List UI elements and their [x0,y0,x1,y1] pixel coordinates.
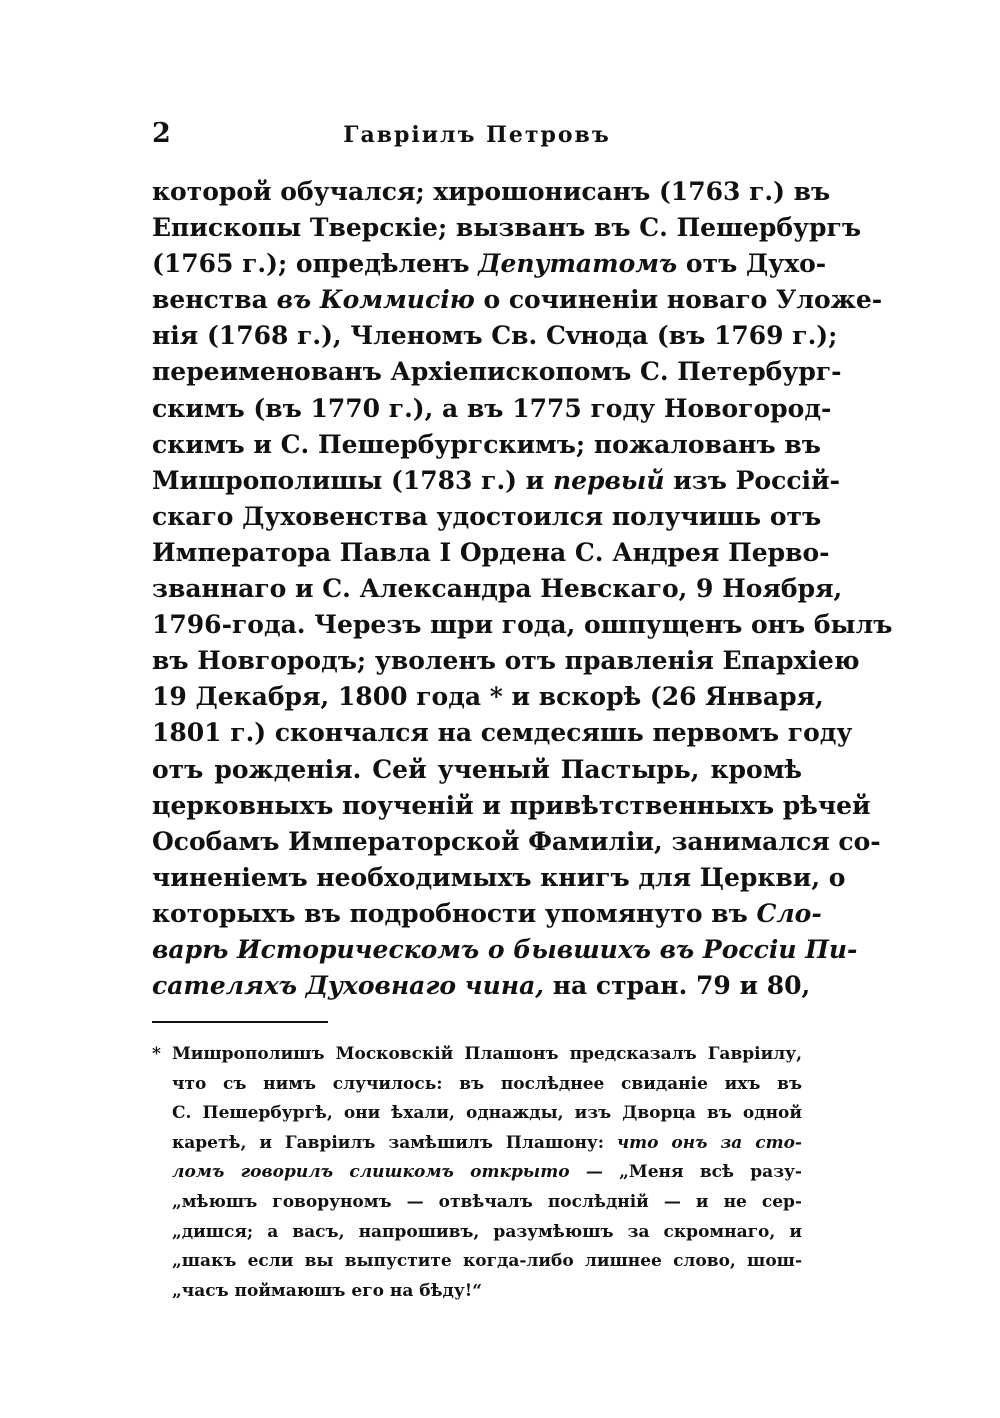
italic-text: сателяхъ Духовнаго чина, [152,971,544,1001]
text-run: венства [152,285,277,315]
text-run: 19 Декабря, 1800 года * и вскорѣ (26 Января, [152,682,824,712]
text-run: Особамъ Императорской Фамилiи, занимался со- [152,826,881,856]
text-run: „шакъ если вы выпустите когда-либо лишнее слово, шош- [172,1251,802,1272]
running-title: Гаврiилъ Петровъ [343,122,611,148]
text-run: каретѣ, и Гаврiилъ замѣшилъ Плашону: [172,1132,617,1153]
text-line [152,210,861,246]
text-line [152,354,842,390]
text-line [152,499,822,535]
text-line [152,968,811,1004]
text-run: на стран. 79 и 80, [543,971,811,1001]
footnote-divider [152,1021,328,1023]
text-run: „часъ поймаюшъ его на бѣду!“ [172,1280,482,1301]
text-run: въ Новгородъ; уволенъ отъ правленiя Епархiею [152,646,860,676]
text-run: изъ Россiй- [664,465,840,495]
italic-text: варѣ Историческомъ о бывшихъ въ Россiи Пи- [152,934,858,964]
text-line [152,824,881,860]
text-line [152,752,802,788]
text-run: скаго Духовенства удостоился получишь отъ [152,501,822,531]
footnote-line [152,1247,802,1277]
text-run: 1796-года. Черезъ шри года, ошпущенъ онъ былъ [152,610,893,640]
text-run: что съ нимъ случилось: въ послѣднее свиданiе ихъ въ [172,1073,802,1094]
text-run: „мѣюшъ говоруномъ — отвѣчалъ послѣднiй — и не сер- [172,1191,802,1212]
main-text [152,174,893,1004]
text-line [152,860,846,896]
text-run: отъ Духо- [677,249,827,279]
text-line [152,318,838,354]
text-line [152,391,832,427]
text-run: Мишрополишы (1783 г.) и [152,465,553,495]
text-line [152,571,843,607]
footnote-line [152,1099,802,1129]
text-run: С. Пешербургѣ, они ѣхали, однажды, изъ Дворца въ одной [172,1103,802,1124]
text-run: чиненiемъ необходимыхъ книгъ для Церкви, о [152,862,846,892]
text-line [152,715,853,751]
text-run: скимъ и С. Пешербургскимъ; пожалованъ въ [152,429,821,459]
text-line [152,427,821,463]
italic-text: Сло- [756,898,822,928]
italic-text: Депутатомъ [478,249,678,279]
text-run: (1765 г.); опредѣленъ [152,249,479,279]
footnote-line [152,1218,802,1248]
text-line [152,463,840,499]
text-run: о сочиненiи новаго Уложе- [474,285,883,315]
text-run: нiя (1768 г.), Членомъ Св. Сvнода (въ 1769 г.); [152,321,838,351]
text-line [152,246,827,282]
text-run: церковныхъ поученiй и привѣтственныхъ рѣчей [152,790,871,820]
italic-text: въ Коммисiю [276,285,475,315]
italic-text: что онъ за сто- [617,1132,802,1153]
footnote [152,1040,802,1306]
text-line [152,535,830,571]
text-line [152,896,822,932]
text-line [152,282,883,318]
footnote-line [152,1129,802,1159]
text-run: * Мишрополишъ Московскiй Плашонъ предсказалъ Гаврiилу, [152,1044,802,1064]
text-run: которыхъ въ подробности упомянуто въ [152,898,757,928]
text-line [152,607,893,643]
text-run: скимъ (въ 1770 г.), а въ 1775 году Новогород- [152,393,832,423]
italic-text: первый [552,465,665,495]
footnote-line [152,1158,802,1188]
text-run: — „Меня всѣ разу- [569,1162,802,1183]
text-run: 1801 г.) скончался на семдесяшь первомъ году [152,718,853,748]
text-line [152,679,824,715]
text-run: званнаго и С. Александра Невскаго, 9 Ноября, [152,574,843,604]
footnote-line [152,1188,802,1218]
text-run: Императора Павла I Ордена С. Андрея Перво- [152,537,830,567]
text-line [152,932,858,968]
text-run: переименованъ Архiепископомъ С. Петербург- [152,357,842,387]
text-run: „дишся; а васъ, напрошивъ, разумѣюшъ за скромнаго, и [172,1221,802,1242]
footnote-line [152,1070,802,1100]
text-line [152,788,871,824]
footnote-line [152,1277,802,1307]
footnote-line [152,1040,802,1070]
text-run: которой обучался; хирошонисанъ (1763 г.) въ [152,177,831,206]
page-header [152,118,802,154]
text-line [152,643,860,679]
text-run: Епископы Тверскiе; вызванъ въ С. Пешербургъ [152,213,861,243]
italic-text: ломъ говорилъ слишкомъ открыто [172,1162,570,1183]
page-number: 2 [152,118,171,149]
text-run: отъ рожденiя. Сей ученый Пастырь, кромѣ [152,754,802,784]
text-line [152,174,831,210]
